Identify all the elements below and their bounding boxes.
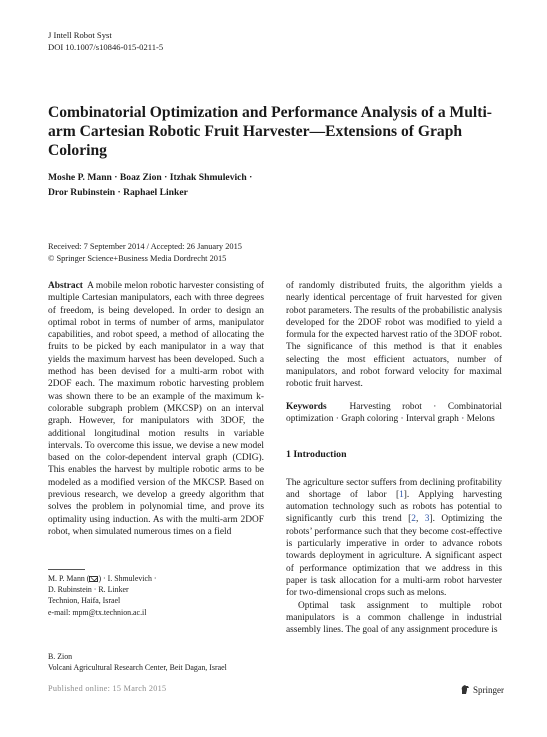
affiliation-line: B. Zion [48,652,73,661]
intro-text: , [415,514,425,525]
affiliation-line: D. Rubinstein · R. Linker [48,585,129,595]
affiliation-line: Volcani Agricultural Research Center, Beit Dagan, Israel [48,663,227,673]
copyright: © Springer Science+Business Media Dordrecht 2015 [48,253,227,263]
right-column [286,280,502,636]
keywords [286,401,502,426]
citation-link[interactable]: 3 [424,514,430,525]
keywords-heading: Keywords [286,401,327,412]
intro-paragraph-2: Optimal task assignment to multiple robot manipulators is a common challenge in industrial assembly lines. The goal of any assignment procedure is [286,600,502,636]
affiliation-line [48,573,278,584]
intro-text: ]. Optimizing the robots’ performance such that they become cost-effective is particularly imperative in order to advance robots towards deployment in agriculture. A significant aspect of performance optimization that we address in this paper is task allocation for a multi-arm robot harvester for two-dimensional crops such as melons. [286,514,503,599]
affiliation-email[interactable]: e-mail: mpm@tx.technion.ac.il [48,607,147,617]
introduction-body [286,477,502,637]
author-list [48,170,308,200]
abstract-continued: of randomly distributed fruits, the algorithm yields a nearly identical percentage of fruit harvested for given robot parameters. The results of the probabilistic analysis developed for the 2DOF robot was modified to yield a formula for the expected harvest ratio of the 3DOF robot. The significance of this method is that it enables selecting the most efficient actuators, number of manipulators, and robot forward velocity for maximal robotic fruit harvest. [286,281,502,390]
abstract-heading: Abstract [48,281,83,291]
publisher-name: Springer [473,684,504,695]
authors-line-2: Dror Rubinstein · Raphael Linker [48,187,188,198]
keywords-text: Harvesting robot · Combinatorial optimization · Graph coloring · Interval graph · Melons [286,401,502,424]
received-accepted: Received: 7 September 2014 / Accepted: 26 January 2015 [48,242,242,251]
intro-paragraph-1 [286,477,502,600]
journal-name: J Intell Robot Syst [48,30,112,40]
citation-link[interactable]: 1 [399,489,404,500]
affiliation-text: M. P. Mann ( [48,574,90,583]
abstract [48,280,264,538]
section-heading-introduction: 1 Introduction [286,449,347,461]
envelope-icon [89,576,98,582]
paper-title: Combinatorial Optimization and Performance Analysis of a Multi-arm Cartesian Robotic Fruit Harvester—Extensions of Graph Coloring [48,104,492,159]
authors-line-1: Moshe P. Mann · Boaz Zion · Itzhak Shmulevich · [48,172,253,183]
affiliation-zion [48,651,278,673]
springer-horse-icon [460,684,470,695]
affiliation-text: ) · I. Shmulevich · [98,574,157,583]
published-online: Published online: 15 March 2015 [48,684,167,693]
abstract-text: A mobile melon robotic harvester consisting of multiple Cartesian manipulators, each with three degrees of freedom, is being developed. In order to design an optimal robot in terms of number of arms, manipulator capabilities, and robot speed, a method of allocating the fruits to be picked by each manipulator in a way that yields the maximum harvest has been developed. Such a method has been devised for a multi-arm robot with 2DOF each. The maximum robotic harvesting problem was shown there to be an example of the maximum k-colorable subgraph problem (MKCSP) on an interval graph. However, for manipulators with 3DOF, the additional longitudinal motion results in variable intervals. To overcome this issue, we devise a new model based on the color-dependent interval graph (CDIG). This enables the harvest by multiple robotic arms to be modeled as a modified version of the MKCSP. Based on previous research, we develop a greedy algorithm that solves the problem in polynomial time, and prove its optimality using induction. As with the multi-arm 2DOF robot, when simulated numerous times on a field [48,281,265,537]
affiliation-line: Technion, Haifa, Israel [48,596,121,606]
citation-link[interactable]: 2 [411,514,416,525]
intro-text: ]. Applying harvesting automation technology such as robots has potential to significantly curb this trend [ [286,489,502,525]
doi: DOI 10.1007/s10846-015-0211-5 [48,42,164,52]
affiliations [48,573,278,618]
springer-logo [460,684,504,695]
publication-dates [48,241,242,264]
journal-header [48,29,163,53]
footnote-rule [48,569,85,570]
intro-text: The agriculture sector suffers from declining profitability and shortage of labor [ [286,477,502,500]
